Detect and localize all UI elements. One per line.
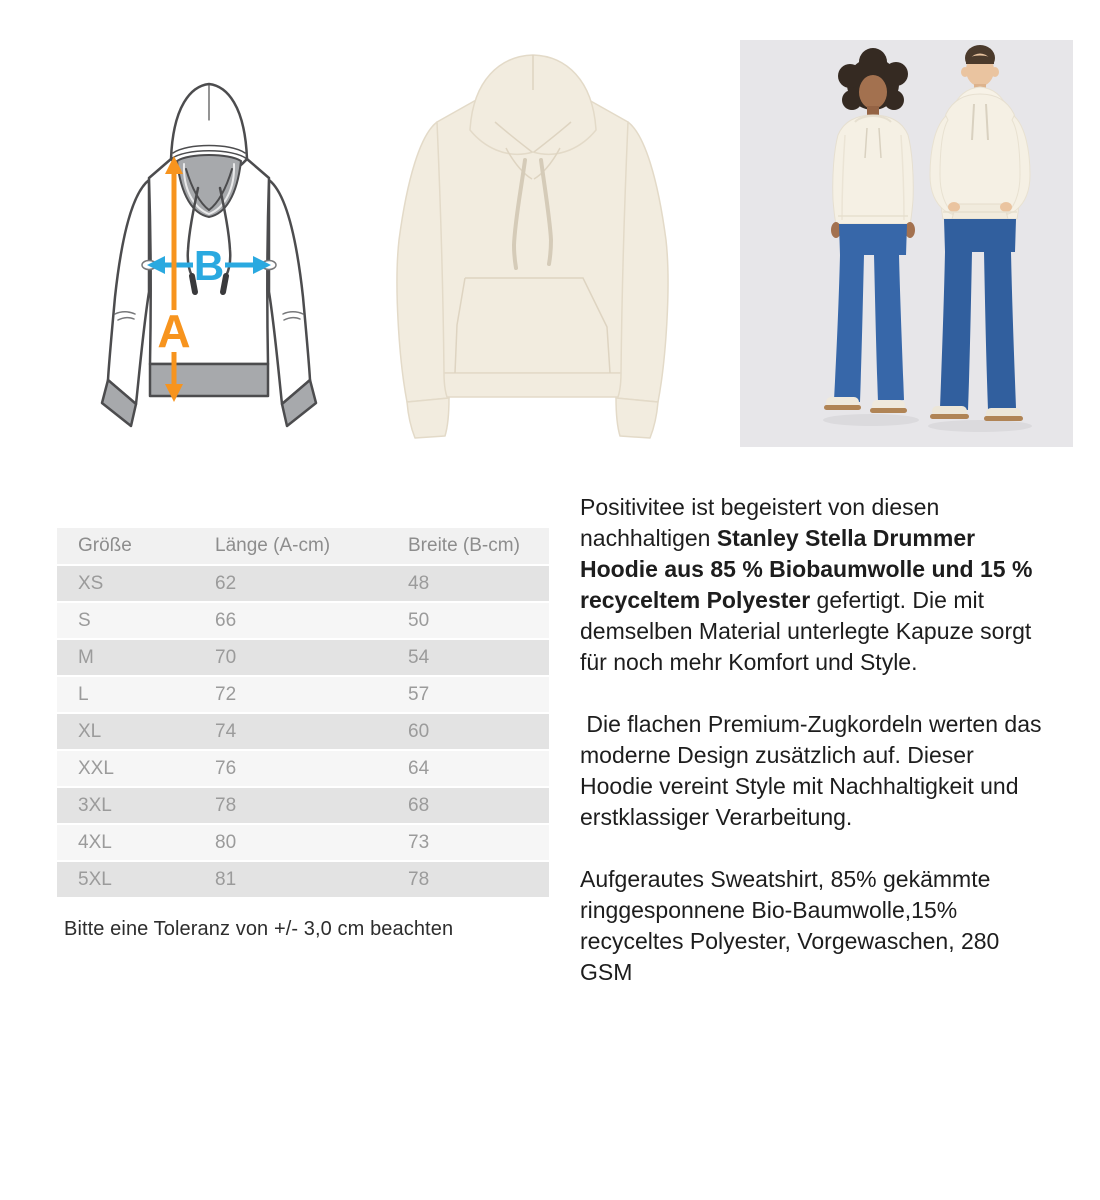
cell-size: L: [57, 677, 215, 712]
cell-width: 68: [408, 788, 549, 823]
cell-size: XS: [57, 566, 215, 601]
description-paragraph-3: Aufgerautes Sweatshirt, 85% gekämmte ringgesponnene Bio-Baumwolle,15% recyceltes Polyester, Vorgewaschen, 280 GSM: [580, 866, 1006, 985]
cell-length: 74: [215, 714, 408, 749]
p1-text-end: gefertigt. Die mit demselben Material unterlegte Kapuze sorgt für noch mehr Komfort und Style.: [580, 587, 1038, 675]
cell-width: 57: [408, 677, 549, 712]
cell-width: 78: [408, 862, 549, 897]
cell-length: 80: [215, 825, 408, 860]
cell-length: 81: [215, 862, 408, 897]
cell-width: 54: [408, 640, 549, 675]
diagram-left-sleeve: [108, 180, 149, 404]
p1-product-name-bold: Stanley Stella Drummer Hoodie aus 85 % Biobaumwolle und 15 % recyceltem Polyester: [580, 525, 1039, 613]
size-row-5xl: [57, 862, 549, 897]
cell-width: 48: [408, 566, 549, 601]
size-row-xs: [57, 566, 549, 601]
product-left-cuff: [407, 398, 449, 438]
cell-size: 5XL: [57, 862, 215, 897]
hoodie-measurement-diagram: [85, 62, 333, 430]
description-paragraph-2: Die flachen Premium-Zugkordeln werten das moderne Design zusätzlich auf. Dieser Hoodie vereint Style mit Nachhaltigkeit und erstklassiger Verarbeitung.: [580, 711, 1048, 830]
measure-a-label: A: [157, 305, 191, 357]
man-hoodie: [940, 94, 1021, 219]
cell-width: 73: [408, 825, 549, 860]
measure-b-label: B: [193, 242, 225, 289]
column-header-width: Breite (B-cm): [408, 528, 549, 564]
cell-size: M: [57, 640, 215, 675]
cell-length: 66: [215, 603, 408, 638]
size-row-l: [57, 677, 549, 712]
cell-width: 50: [408, 603, 549, 638]
cell-size: XXL: [57, 751, 215, 786]
size-row-xxl: [57, 751, 549, 786]
cell-width: 60: [408, 714, 549, 749]
cell-size: S: [57, 603, 215, 638]
woman-face: [859, 75, 887, 109]
tolerance-note: Bitte eine Toleranz von +/- 3,0 cm beachten: [64, 918, 454, 940]
diagram-right-sleeve: [269, 180, 310, 404]
size-row-xl: [57, 714, 549, 749]
cell-length: 78: [215, 788, 408, 823]
cell-length: 70: [215, 640, 408, 675]
woman-hoodie: [833, 115, 914, 224]
p1-text-start: Positivitee ist begeistert von diesen nachhaltigen: [580, 494, 946, 551]
cell-size: XL: [57, 714, 215, 749]
cell-size: 3XL: [57, 788, 215, 823]
description-paragraph-1: [580, 492, 1046, 678]
column-header-length: Länge (A-cm): [215, 528, 408, 564]
product-description: [580, 492, 1046, 1019]
product-hem-band: [444, 373, 621, 397]
size-row-3xl: [57, 788, 549, 823]
cell-size: 4XL: [57, 825, 215, 860]
size-table-header-row: [57, 528, 549, 564]
product-right-cuff: [616, 398, 658, 438]
size-row-4xl: [57, 825, 549, 860]
column-header-size: Größe: [57, 528, 215, 564]
cell-length: 76: [215, 751, 408, 786]
diagram-hem-band: [150, 364, 268, 396]
cell-length: 72: [215, 677, 408, 712]
product-photo-cream-hoodie: [375, 40, 690, 440]
cell-width: 64: [408, 751, 549, 786]
size-row-m: [57, 640, 549, 675]
size-table: [57, 526, 549, 899]
size-row-s: [57, 603, 549, 638]
models-photo-two-people: [740, 40, 1073, 447]
cell-length: 62: [215, 566, 408, 601]
